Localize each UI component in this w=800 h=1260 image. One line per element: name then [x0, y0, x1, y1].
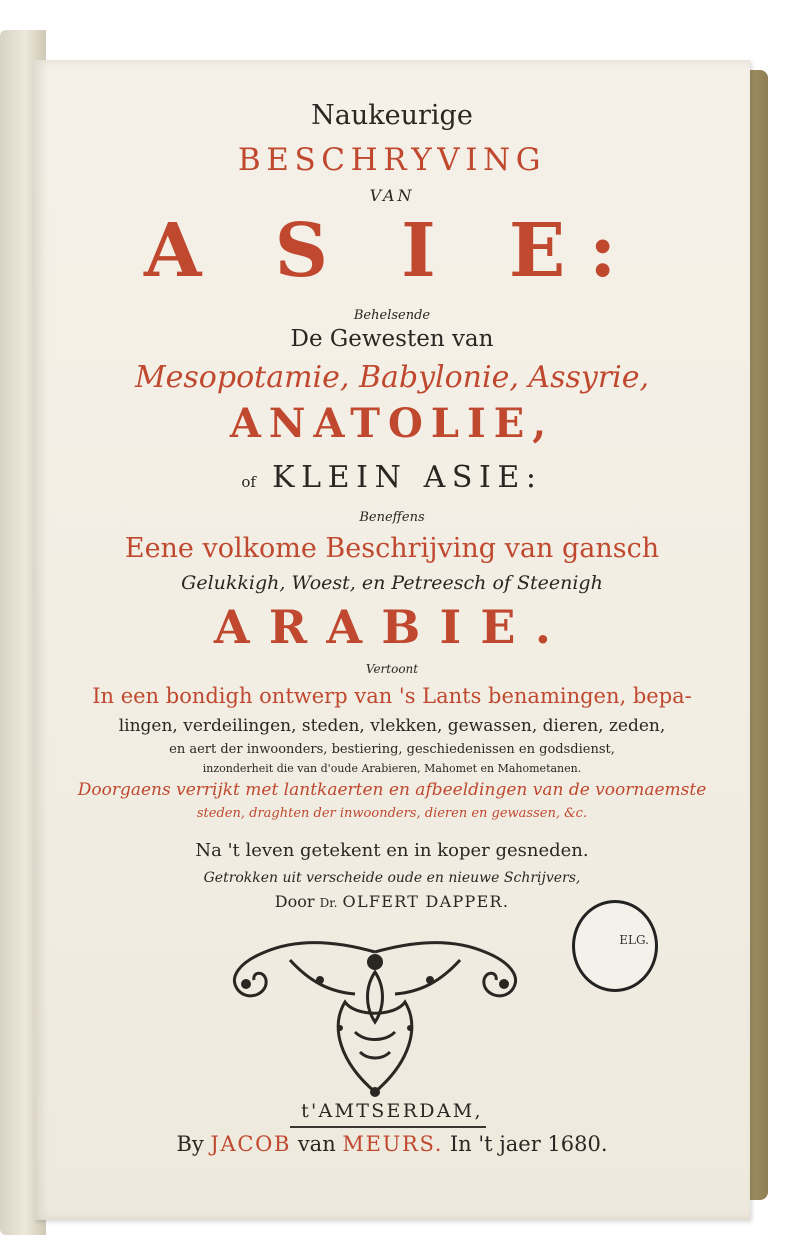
author-name: OLFERT DAPPER.: [342, 892, 510, 911]
imprint-van: van: [297, 1132, 336, 1156]
author-title: Dr.: [319, 896, 338, 910]
author-door: Door: [274, 892, 315, 911]
title-line-steden: steden, draghten der inwoonders, dieren en gewassen, &c.: [196, 806, 588, 821]
title-line-klein-asie: [34, 460, 750, 495]
title-line-van: VAN: [369, 186, 415, 205]
title-line-verdeilingen: lingen, verdeilingen, steden, vlekken, gewassen, dieren, zeden,: [118, 716, 666, 736]
title-line-bondigh: In een bondigh ontwerp van 's Lants benamingen, bepa-: [92, 684, 692, 708]
title-line-naukeurige: Naukeurige: [311, 100, 473, 131]
imprint-line: [34, 1132, 750, 1156]
title-line-na-t-leven: Na 't leven getekent en in koper gesneden.: [195, 840, 589, 861]
title-line-mesopotamie: Mesopotamie, Babylonie, Assyrie,: [134, 360, 650, 395]
title-line-author: [34, 892, 750, 911]
title-line-asie: A S I E:: [144, 208, 640, 294]
imprint-place: t'AMTSERDAM,: [301, 1100, 483, 1122]
library-stamp: [572, 900, 658, 992]
imprint-printer-last: MEURS.: [342, 1132, 444, 1156]
title-line-vertoont: Vertoont: [365, 662, 419, 676]
title-line-gewesten: De Gewesten van: [290, 326, 494, 352]
title-line-doorgaens: Doorgaens verrijkt met lantkaerten en afbeeldingen van de voornaemste: [77, 780, 707, 800]
title-line-eene-volkome: Eene volkome Beschrijving van gansch: [124, 533, 660, 564]
imprint-year: In 't jaer 1680.: [449, 1132, 608, 1156]
library-stamp-text: ELG.: [619, 933, 649, 947]
title-line-arabieren: inzonderheit die van d'oude Arabieren, Mahomet en Mahometanen.: [202, 762, 582, 775]
imprint-by: By: [176, 1132, 204, 1156]
title-line-inwoonders: en aert der inwoonders, bestiering, geschiedenissen en godsdienst,: [169, 742, 615, 757]
title-line-anatolie: ANATOLIE,: [229, 400, 555, 447]
title-line-getrokken: Getrokken uit verscheide oude en nieuwe Schrijvers,: [203, 870, 581, 886]
title-line-beschryving: BESCHRYVING: [237, 142, 547, 178]
imprint-printer-first: JACOB: [210, 1132, 292, 1156]
title-line-behelsende: Behelsende: [353, 308, 431, 323]
title-line-arabie: ARABIE.: [213, 600, 571, 654]
title-line-gelukkigh: Gelukkigh, Woest, en Petreesch of Steenigh: [181, 572, 603, 594]
title-line-beneffens: Beneffens: [359, 510, 425, 525]
imprint-rule: [290, 1126, 486, 1128]
of-word: of: [241, 473, 256, 491]
klein-asie-words: KLEIN ASIE:: [272, 460, 543, 495]
printers-ornament: [220, 932, 530, 1102]
